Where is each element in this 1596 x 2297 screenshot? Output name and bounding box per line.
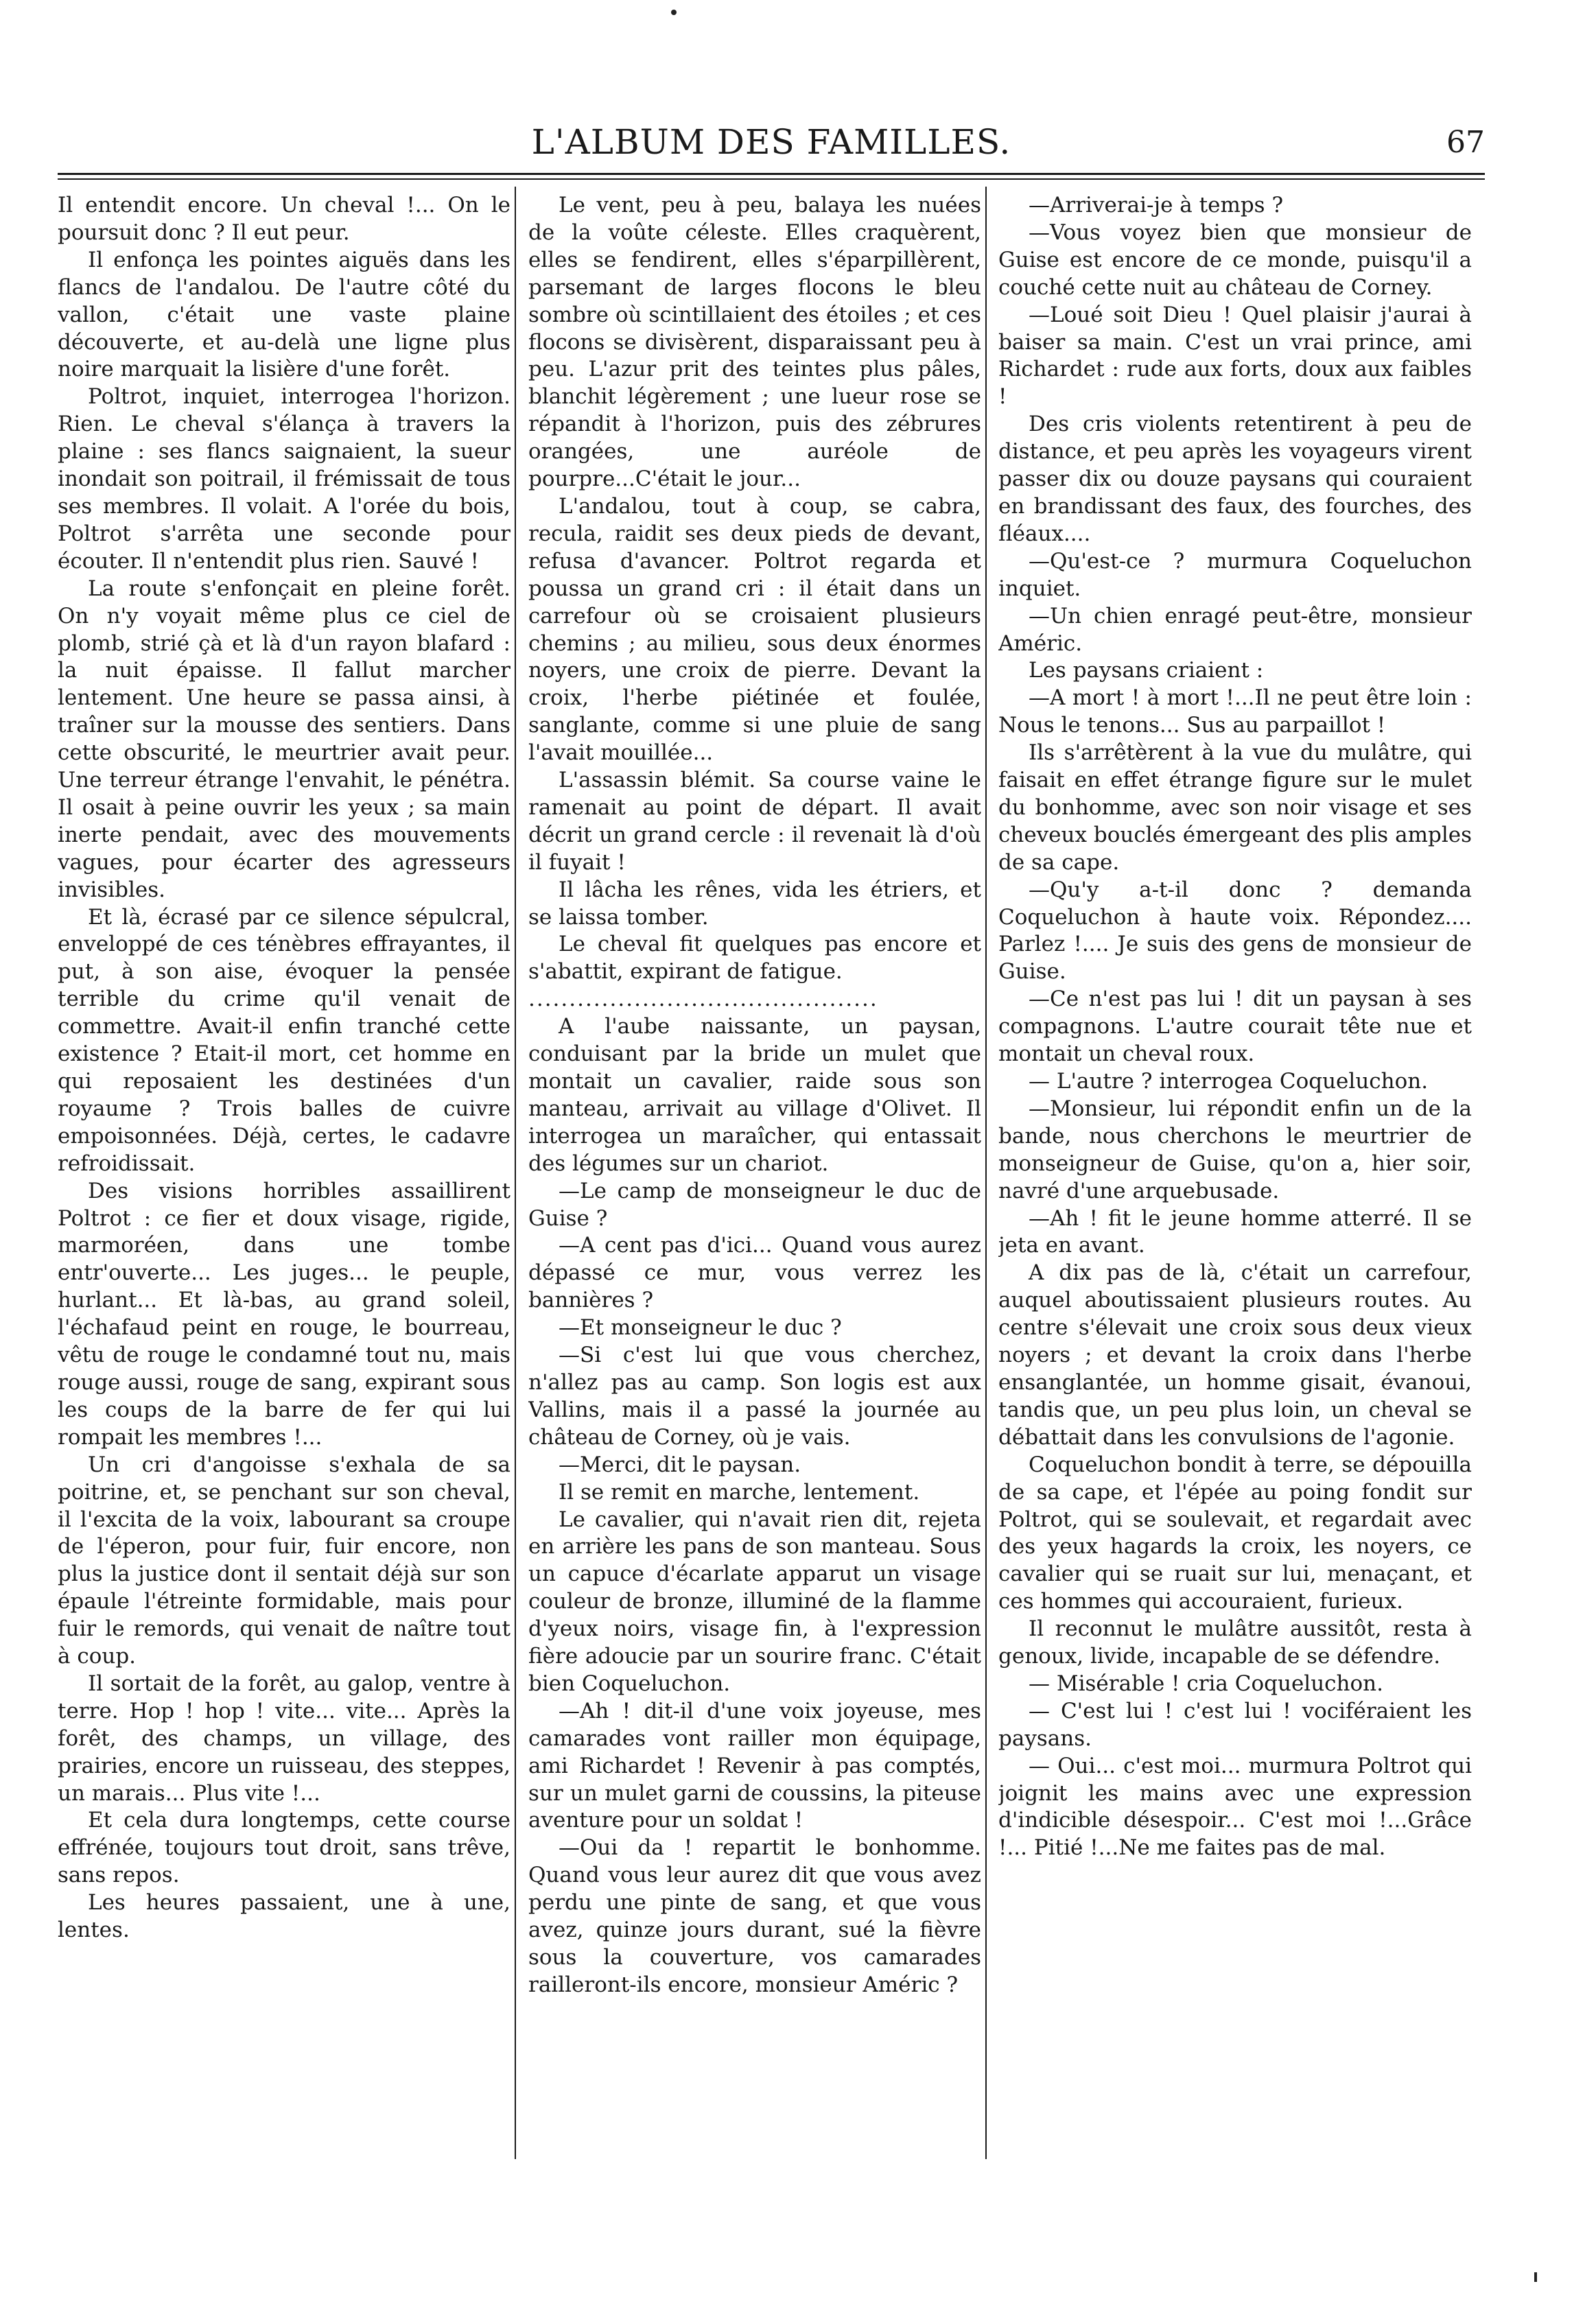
paragraph: —Si c'est lui que vous cherchez, n'allez pas au camp. Son logis est aux Vallins, mais il a passé la journée au château de Corney, où je vais. — [528, 1343, 981, 1450]
paragraph: —Le camp de monseigneur le duc de Guise ? — [528, 1178, 981, 1231]
paragraph: La route s'enfonçait en pleine forêt. On n'y voyait même plus ce ciel de plomb, strié çà et là d'un rayon blafard : la nuit épaisse. Il fallut marcher lentement. Une heure se passa ainsi, à traîner sur la mousse des sentiers. Dans cette obscurité, le meurtrier avait peur. Une terreur étrange l'envahit, le pénétra. Il osait à peine ouvrir les yeux ; sa main inerte pendait, avec des mouvements vagues, pour écarter des agresseurs invisibles. — [58, 576, 511, 902]
paragraph: Un cri d'angoisse s'exhala de sa poitrine, et, se penchant sur son cheval, il l'excita de la voix, labourant sa croupe de l'éperon, pour fuir, fuir encore, non plus la justice dont il sentait déjà sur son épaule l'étreinte formidable, mais pour fuir le remords, qui venait de naître tout à coup. — [58, 1452, 511, 1669]
ink-speck — [671, 10, 677, 15]
text-column-2 — [528, 192, 981, 2154]
header-rule-thick — [58, 173, 1485, 175]
paragraph: —Qu'y a-t-il donc ? demanda Coqueluchon à haute voix. Répondez.... Parlez !.... Je suis des gens de monsieur de Guise. — [998, 877, 1472, 985]
paragraph: A dix pas de là, c'était un carrefour, auquel aboutissaient plusieurs routes. Au centre s'élevait une croix sous deux vieux noyers ; et devant la croix dans l'herbe ensanglantée, un homme gisait, évanoui, tandis que, un peu plus loin, un cheval se débattait dans les convulsions de l'agonie. — [998, 1260, 1472, 1450]
paragraph: —Vous voyez bien que monsieur de Guise est encore de ce monde, puisqu'il a couché cette nuit au château de Corney. — [998, 220, 1472, 300]
paragraph: —Ah ! dit-il d'une voix joyeuse, mes camarades vont railler mon équipage, ami Richardet ! Revenir à pas comptés, sur un mulet garni de coussins, la piteuse aventure pour un soldat ! — [528, 1698, 981, 1833]
text-column-1 — [58, 192, 511, 2154]
paragraph: —Un chien enragé peut-être, monsieur Améric. — [998, 603, 1472, 656]
text-column-3 — [998, 192, 1472, 2154]
paragraph: —Ah ! fit le jeune homme atterré. Il se jeta en avant. — [998, 1205, 1472, 1258]
paragraph: — C'est lui ! c'est lui ! vociféraient les paysans. — [998, 1698, 1472, 1751]
paragraph: Il enfonça les pointes aiguës dans les flancs de l'andalou. De l'autre côté du vallon, c'était une vaste plaine découverte, et au-delà une ligne plus noire marquait la lisière d'une forêt. — [58, 247, 511, 382]
paragraph: Les heures passaient, une à une, lentes. — [58, 1890, 511, 1943]
paragraph: L'assassin blémit. Sa course vaine le ramenait au point de départ. Il avait décrit un grand cercle : il revenait là d'où il fuyait ! — [528, 768, 981, 875]
paragraph: Le cavalier, qui n'avait rien dit, rejeta en arrière les pans de son manteau. Sous un capuce d'écarlate apparut un visage couleur de bronze, illuminé de la flamme d'yeux noirs, visage fin, à l'expression fière adoucie par un sourire franc. C'était bien Coqueluchon. — [528, 1507, 981, 1696]
paragraph: —Arriverai-je à temps ? — [1029, 193, 1284, 217]
paragraph: Il reconnut le mulâtre aussitôt, resta à genoux, livide, incapable de se défendre. — [998, 1616, 1472, 1669]
paragraph: Des cris violents retentirent à peu de distance, et peu après les voyageurs virent passer dix ou douze paysans qui couraient en brandissant des faux, des fourches, des fléaux.... — [998, 412, 1472, 546]
paragraph: Et là, écrasé par ce silence sépulcral, enveloppé de ces ténèbres effrayantes, il put, à son aise, évoquer la pensée terrible du crime qu'il venait de commettre. Avait-il enfin tranché cette existence ? Etait-il mort, cet homme en qui reposaient les destinées d'un royaume ? Trois balles de cuivre empoisonnées. Déjà, certes, le cadavre refroidissait. — [58, 904, 511, 1176]
paragraph: Le cheval fit quelques pas encore et s'abattit, expirant de fatigue. — [528, 932, 981, 985]
paragraph: —A cent pas d'ici... Quand vous aurez dépassé ce mur, vous verrez les bannières ? — [528, 1233, 981, 1313]
paragraph: — Oui... c'est moi... murmura Poltrot qui joignit les mains avec une expression d'indicible désespoir... C'est moi !...Grâce !... Pitié !...Ne me faites pas de mal. — [998, 1753, 1472, 1861]
header-rule-thin — [58, 178, 1485, 180]
paragraph: Il entendit encore. Un cheval !... On le poursuit donc ? Il eut peur. — [58, 193, 511, 245]
paragraph: L'andalou, tout à coup, se cabra, recula, raidit ses deux pieds de devant, refusa d'avancer. Poltrot regarda et poussa un grand cri : il était dans un carrefour où se croisaient plusieurs chemins ; au milieu, sous deux énormes noyers, une croix de pierre. Devant la croix, l'herbe piétinée et foulée, sanglante, comme si une pluie de sang l'avait mouillée... — [528, 493, 981, 766]
paragraph: Il se remit en marche, lentement. — [559, 1479, 920, 1505]
page-number: 67 — [1446, 125, 1485, 160]
column-divider-left — [515, 187, 516, 2159]
running-header — [58, 115, 1485, 170]
paragraph: A l'aube naissante, un paysan, conduisant par la bride un mulet que montait un cavalier, raide sous son manteau, arrivait au village d'Olivet. Il interrogea un maraîcher, qui entassait des légumes sur un chariot. — [528, 1014, 981, 1176]
journal-title: L'ALBUM DES FAMILLES. — [531, 122, 1011, 162]
column-divider-right — [985, 187, 987, 2159]
paragraph: —A mort ! à mort !...Il ne peut être loin : Nous le tenons... Sus au parpaillot ! — [998, 685, 1472, 738]
ink-mark — [1534, 2272, 1537, 2282]
paragraph: Il lâcha les rênes, vida les étriers, et se laissa tomber. — [528, 877, 981, 930]
paragraph: —Qu'est-ce ? murmura Coqueluchon inquiet. — [998, 548, 1472, 601]
paragraph: Des visions horribles assaillirent Poltrot : ce fier et doux visage, rigide, marmoréen, dans une tombe entr'ouverte... Les juges... le peuple, hurlant... Et là-bas, au grand soleil, l'échafaud peint en rouge, le bourreau, vêtu de rouge le condamné tout nu, mais rouge aussi, rouge de sang, expirant sous les coups de la barre de fer qui lui rompait les membres !... — [58, 1178, 511, 1450]
paragraph: —Et monseigneur le duc ? — [559, 1315, 842, 1341]
paragraph: Les paysans criaient : — [1029, 658, 1264, 683]
paragraph: — Misérable ! cria Coqueluchon. — [1029, 1671, 1383, 1696]
paragraph: —Monsieur, lui répondit enfin un de la bande, nous cherchons le meurtrier de monseigneur de Guise, qu'on a, hier soir, navré d'une arquebusade. — [998, 1096, 1472, 1203]
paragraph: —Oui da ! repartit le bonhomme. Quand vous leur aurez dit que vous avez perdu une pinte de sang, et que vous avez, quinze jours durant, sué la fièvre sous la couverture, vos camarades railleront-ils encore, monsieur Améric ? — [528, 1835, 981, 1997]
paragraph: —Ce n'est pas lui ! dit un paysan à ses compagnons. L'autre courait tête nue et montait un cheval roux. — [998, 987, 1472, 1067]
paragraph: Et cela dura longtemps, cette course effrénée, toujours tout droit, sans trêve, sans repos. — [58, 1808, 511, 1888]
paragraph: —Loué soit Dieu ! Quel plaisir j'aurai à baiser sa main. C'est un vrai prince, ami Richardet : rude aux forts, doux aux faibles ! — [998, 302, 1472, 410]
paragraph: Poltrot, inquiet, interrogea l'horizon. Rien. Le cheval s'élança à travers la plaine : ses flancs saignaient, la sueur inondait son poitrail, il frémissait de tous ses membres. Il volait. A l'orée du bois, Poltrot s'arrêta une seconde pour écouter. Il n'entendit plus rien. Sauvé ! — [58, 384, 511, 574]
paragraph: ........................................... — [528, 987, 878, 1012]
paragraph: Le vent, peu à peu, balaya les nuées de la voûte céleste. Elles craquèrent, elles se fendirent, elles s'éparpillèrent, parsemant de larges flocons le bleu sombre où scintillaient des étoiles ; et ces flocons se divisèrent, disparaissant peu à peu. L'azur prit des teintes plus pâles, blanchit légèrement ; une lueur rose se répandit à l'horizon, puis des zébrures orangées, une auréole de pourpre...C'était le jour... — [528, 193, 981, 492]
paragraph: Il sortait de la forêt, au galop, ventre à terre. Hop ! hop ! vite... vite... Après la forêt, des champs, un village, des prairies, encore un ruisseau, des steppes, un marais... Plus vite !... — [58, 1671, 511, 1806]
paragraph: Coqueluchon bondit à terre, se dépouilla de sa cape, et l'épée au poing fondit sur Poltrot, qui se soulevait, et regardait avec des yeux hagards la croix, les noyers, ce cavalier qui se ruait sur lui, menaçant, et ces hommes qui accouraient, furieux. — [998, 1452, 1472, 1614]
paragraph: Ils s'arrêtèrent à la vue du mulâtre, qui faisait en effet étrange figure sur le mulet du bonhomme, avec son noir visage et ses cheveux bouclés émergeant des plis amples de sa cape. — [998, 740, 1472, 875]
paragraph: — L'autre ? interrogea Coqueluchon. — [1029, 1069, 1429, 1094]
paragraph: —Merci, dit le paysan. — [559, 1452, 801, 1477]
